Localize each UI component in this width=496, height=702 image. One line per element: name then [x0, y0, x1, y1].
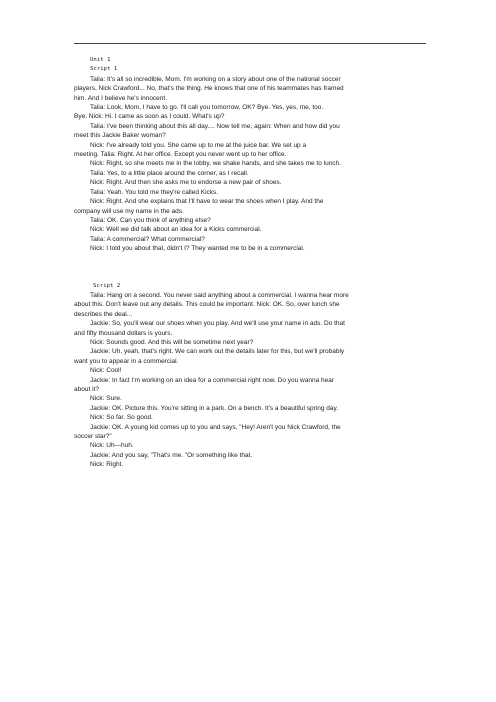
dialogue-line: Jackie: So, you'll wear our shoes when you play. And we'll use your name in ads. Do that — [90, 320, 345, 328]
dialogue-line: Nick: Uh—huh. — [90, 442, 134, 450]
dialogue-line: him. And I believe he's innocent. — [74, 94, 168, 102]
dialogue-line: Jackie: Uh, yeah, that's right. We can work out the details later for this, but we'll probably — [90, 348, 345, 356]
dialogue-line: Jackie: OK. Picture this. You're sitting in a park. On a bench. It's a beautiful spring day. — [90, 404, 339, 412]
dialogue-line: Jackie: And you say, "That's me. "Or something like that. — [90, 451, 253, 459]
script2-heading: Script 2 — [93, 282, 121, 289]
dialogue-line: Nick: Right. And then she asks me to endorse a new pair of shoes. — [90, 179, 282, 187]
dialogue-line: want you to appear in a commercial. — [74, 357, 179, 365]
dialogue-line: company will use my name in the ads. — [74, 207, 184, 215]
dialogue-line: about this. Don't leave out any details. This could be important. Nick: OK. So, over lunch she — [74, 301, 340, 309]
dialogue-line: Talia: A commercial? What commercial? — [90, 235, 205, 243]
dialogue-line: Talia: OK. Can you think of anything else? — [90, 216, 211, 224]
dialogue-line: Nick: Sounds good. And this will be sometime next year? — [90, 338, 254, 346]
dialogue-line: meeting. Talia: Right. At her office. Except you never went up to her office. — [74, 151, 287, 159]
dialogue-line: Nick: I've already told you. She came up to me at the juice bar. We set up a — [90, 141, 307, 149]
dialogue-line: and fifty thousand dollars is yours. — [74, 329, 173, 337]
script1-dialogue — [74, 75, 426, 254]
dialogue-line: Talia: Hang on a second. You never said anything about a commercial. I wanna hear more — [90, 291, 349, 299]
dialogue-line: Talia: It's all so incredible, Mom. I'm working on a story about one of the national soccer — [90, 75, 341, 83]
dialogue-line: Talia: Yes, to a little place around the corner, as I recall. — [90, 169, 249, 177]
dialogue-line: Nick: Cool! — [90, 367, 122, 375]
dialogue-line: Nick: Well we did talk about an idea for a Kicks commercial. — [90, 226, 262, 234]
dialogue-line: players, Nick Crawford... No, that's the thing. He knows that one of his teammates has framed — [74, 85, 344, 93]
document-body — [74, 56, 426, 470]
dialogue-line: Talia: Yeah. You told me they're called Kicks. — [90, 188, 219, 196]
dialogue-line: meet this Jackie Baker woman? — [74, 132, 166, 140]
unit-heading: Unit 1 — [90, 57, 111, 63]
dialogue-line: Nick: I told you about that, didn't I? They wanted me to be in a commercial. — [90, 245, 305, 253]
dialogue-line: Nick: Right, so she meets me in the lobby, we shake hands, and she takes me to lunch. — [90, 160, 341, 168]
dialogue-line: Nick: Right. And she explains that I'll have to wear the shoes when I play. And the — [90, 198, 324, 206]
dialogue-line: Nick: Sure. — [90, 395, 122, 403]
dialogue-line: Nick: Right. — [90, 461, 124, 469]
dialogue-line: Talia: I've been thinking about this all day.... Now tell me, again: When and how did you — [90, 122, 340, 130]
dialogue-line: about it? — [74, 386, 99, 393]
script1-heading: Script 1 — [90, 66, 118, 73]
dialogue-line: Jackie: In fact I'm working on an idea for a commercial right now. Do you wanna hear — [90, 376, 335, 384]
dialogue-line: describes the deal... — [74, 310, 133, 318]
dialogue-line: Jackie: OK. A young kid comes up to you and says, "Hey! Aren't you Nick Crawford, the — [90, 423, 341, 431]
dialogue-line: Bye. Nick: Hi. I came as soon as I could. What's up? — [74, 113, 225, 121]
dialogue-line: Talia: Look, Mom, I have to go. I'll call you tomorrow, OK? Bye. Yes, yes, me, too. — [90, 104, 324, 112]
script2-dialogue — [74, 291, 426, 470]
dialogue-line: soccer star?" — [74, 433, 112, 441]
dialogue-line: Nick: So far. So good. — [90, 414, 153, 422]
section-gap — [74, 254, 426, 282]
header-rule — [74, 43, 426, 44]
